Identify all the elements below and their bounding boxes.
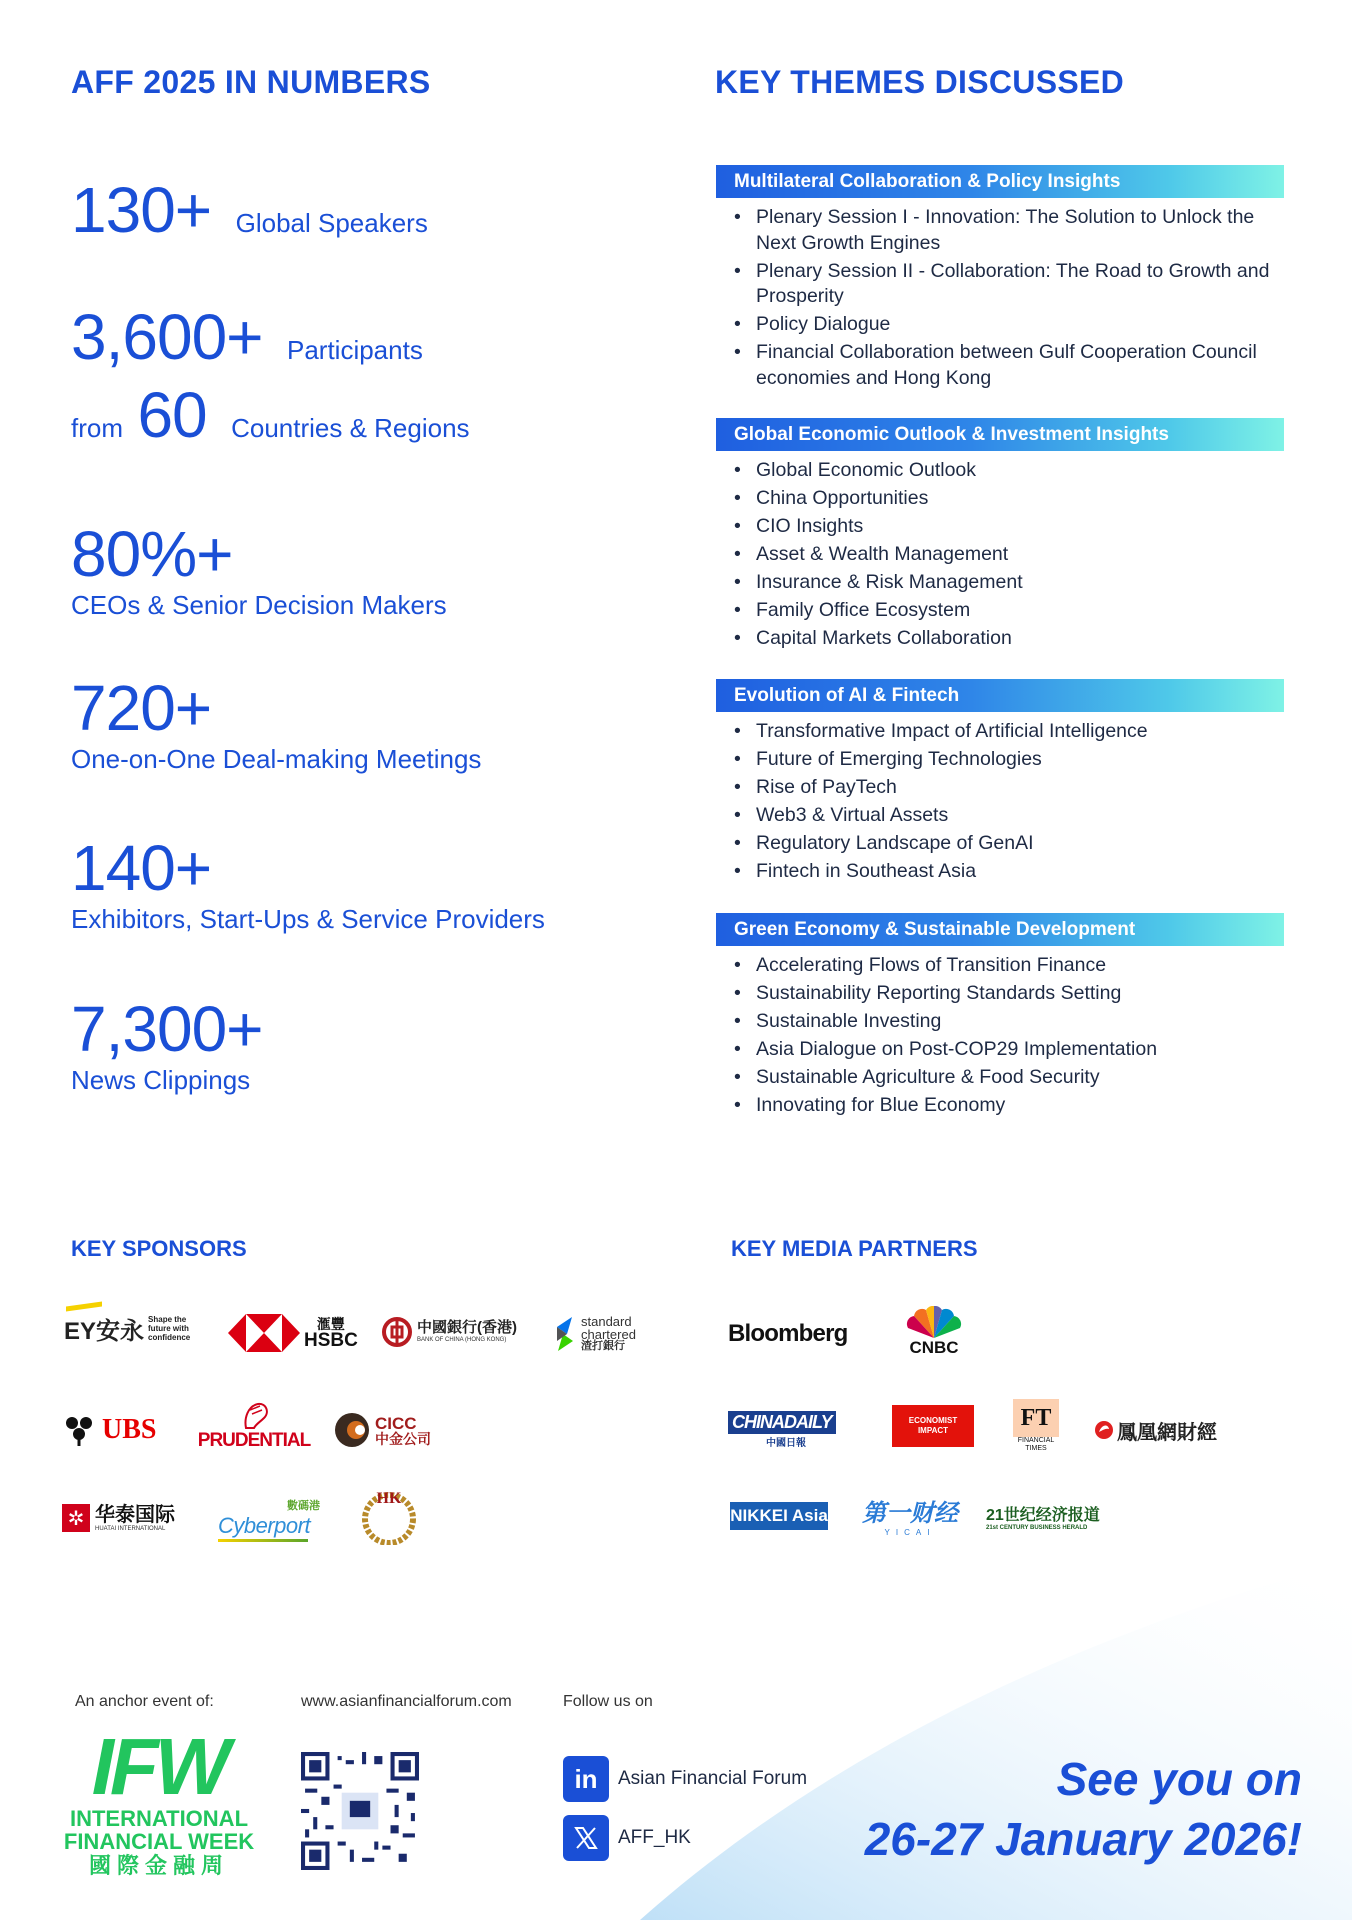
prudential-logo: PRUDENTIAL <box>198 1398 310 1454</box>
ey-logo: EY安永 Shape the future with confidence <box>64 1305 204 1351</box>
ubs-keys-icon <box>62 1414 96 1446</box>
huatai-emblem-icon: ✲ <box>62 1504 90 1532</box>
theme-item: • Rise of PayTech <box>734 775 1284 801</box>
svg-text:HK: HK <box>376 1490 402 1507</box>
standard-chartered-logo: standard chartered 渣打銀行 <box>552 1314 656 1354</box>
theme-group-ai <box>716 679 1284 887</box>
cnbc-peacock-icon <box>904 1306 964 1338</box>
bloomberg-logo: Bloomberg <box>728 1320 848 1347</box>
x-handle: AFF_HK <box>618 1827 691 1848</box>
themes-title: KEY THEMES DISCUSSED <box>715 64 1125 100</box>
linkedin-name: Asian Financial Forum <box>618 1768 808 1789</box>
huatai-logo: ✲ 华泰国际 HUATAI INTERNATIONAL <box>62 1498 184 1538</box>
stat-news: 7,300+ News Clippings <box>71 993 263 1095</box>
theme-item: • Transformative Impact of Artificial Intelligence <box>734 719 1284 745</box>
hkfsdc-emblem-icon <box>359 1485 429 1545</box>
theme-item: • Regulatory Landscape of GenAI <box>734 831 1284 857</box>
anchor-event-label: An anchor event of: <box>75 1693 214 1710</box>
cta-line-1: See you on <box>1056 1753 1302 1805</box>
theme-item: • Plenary Session II - Collaboration: The Road to Growth and Prosperity <box>734 259 1284 310</box>
cicc-emblem-icon <box>334 1412 370 1448</box>
stat-speakers: 130+ Global Speakers <box>71 174 428 246</box>
theme-item: • Asia Dialogue on Post-COP29 Implementation <box>734 1037 1284 1063</box>
theme-group-economic <box>716 418 1284 654</box>
theme-item: • Financial Collaboration between Gulf Cooperation Council economies and Hong Kong <box>734 340 1284 391</box>
media-title: KEY MEDIA PARTNERS <box>731 1236 978 1261</box>
cnbc-logo: CNBC <box>896 1304 972 1360</box>
theme-item: • Fintech in Southeast Asia <box>734 859 1284 885</box>
cicc-logo: CICC 中金公司 <box>334 1410 444 1450</box>
x-link[interactable] <box>563 1815 691 1861</box>
cta-line-2: 26-27 January 2026! <box>864 1813 1302 1865</box>
theme-item: • Future of Emerging Technologies <box>734 747 1284 773</box>
boc-logo: 中國銀行(香港) BANK OF CHINA (HONG KONG) <box>382 1312 532 1352</box>
theme-item: • Accelerating Flows of Transition Finance <box>734 953 1284 979</box>
stat-participants: 3,600+ Participants <box>71 301 423 373</box>
sponsors-title: KEY SPONSORS <box>71 1236 247 1261</box>
economist-impact-logo: ECONOMIST IMPACT <box>892 1405 974 1447</box>
ifeng-phoenix-icon <box>1094 1420 1114 1440</box>
qr-code-icon[interactable] <box>301 1752 419 1870</box>
stat-ceos: 80%+ CEOs & Senior Decision Makers <box>71 518 447 620</box>
linkedin-link[interactable] <box>563 1756 807 1802</box>
prudence-head-icon <box>236 1400 272 1430</box>
theme-group-multilateral <box>716 165 1284 394</box>
x-icon <box>563 1815 609 1861</box>
theme-item: • Sustainable Investing <box>734 1009 1284 1035</box>
theme-item: • Web3 & Virtual Assets <box>734 803 1284 829</box>
stat-meetings: 720+ One-on-One Deal-making Meetings <box>71 672 482 774</box>
theme-group-green <box>716 913 1284 1121</box>
ft-logo: FT FINANCIAL TIMES <box>1010 1394 1062 1458</box>
theme-item: • Innovating for Blue Economy <box>734 1093 1284 1119</box>
sc-swirl-icon <box>552 1315 578 1353</box>
nikkei-asia-logo: NIKKEI Asia <box>730 1502 828 1530</box>
ifeng-logo: 鳳凰網財經 <box>1094 1414 1226 1446</box>
follow-label: Follow us on <box>563 1693 653 1710</box>
theme-item: • Sustainable Agriculture & Food Security <box>734 1065 1284 1091</box>
theme-heading: Multilateral Collaboration & Policy Insights <box>716 165 1284 198</box>
theme-item: • Plenary Session I - Innovation: The Solution to Unlock the Next Growth Engines <box>734 205 1284 256</box>
theme-item: • Global Economic Outlook <box>734 458 1284 484</box>
hsbc-logo: 滙豐 HSBC <box>228 1310 362 1356</box>
stat-countries: from 60 Countries & Regions <box>71 379 470 451</box>
21st-century-logo: 21世纪经济报道 21st CENTURY BUSINESS HERALD <box>986 1506 1100 1531</box>
theme-item: • Policy Dialogue <box>734 312 1284 338</box>
hkfsdc-logo <box>356 1484 432 1546</box>
theme-heading: Evolution of AI & Fintech <box>716 679 1284 712</box>
theme-item: • Capital Markets Collaboration <box>734 626 1284 652</box>
website-url[interactable]: www.asianfinancialforum.com <box>301 1693 512 1710</box>
theme-heading: Global Economic Outlook & Investment Insights <box>716 418 1284 451</box>
theme-item: • CIO Insights <box>734 514 1284 540</box>
cyberport-logo: 數碼港 Cyberport <box>218 1496 320 1542</box>
theme-item: • Asset & Wealth Management <box>734 542 1284 568</box>
hsbc-hexagon-icon <box>228 1314 300 1352</box>
theme-item: • Family Office Ecosystem <box>734 598 1284 624</box>
stat-exhibitors: 140+ Exhibitors, Start-Ups & Service Providers <box>71 832 545 934</box>
theme-item: • Sustainability Reporting Standards Setting <box>734 981 1284 1007</box>
boc-emblem-icon <box>382 1317 412 1347</box>
linkedin-icon: in <box>563 1756 609 1802</box>
theme-heading: Green Economy & Sustainable Development <box>716 913 1284 946</box>
numbers-title: AFF 2025 IN NUMBERS <box>71 64 431 100</box>
ifw-logo: IFW INTERNATIONAL FINANCIAL WEEK 國際金融周 <box>63 1721 255 1878</box>
ubs-logo: UBS <box>62 1410 170 1450</box>
theme-item: • China Opportunities <box>734 486 1284 512</box>
theme-item: • Insurance & Risk Management <box>734 570 1284 596</box>
chinadaily-logo: CHINADAILY 中國日報 <box>728 1408 852 1452</box>
yicai-logo: 第一财经 YICAI <box>862 1500 958 1537</box>
